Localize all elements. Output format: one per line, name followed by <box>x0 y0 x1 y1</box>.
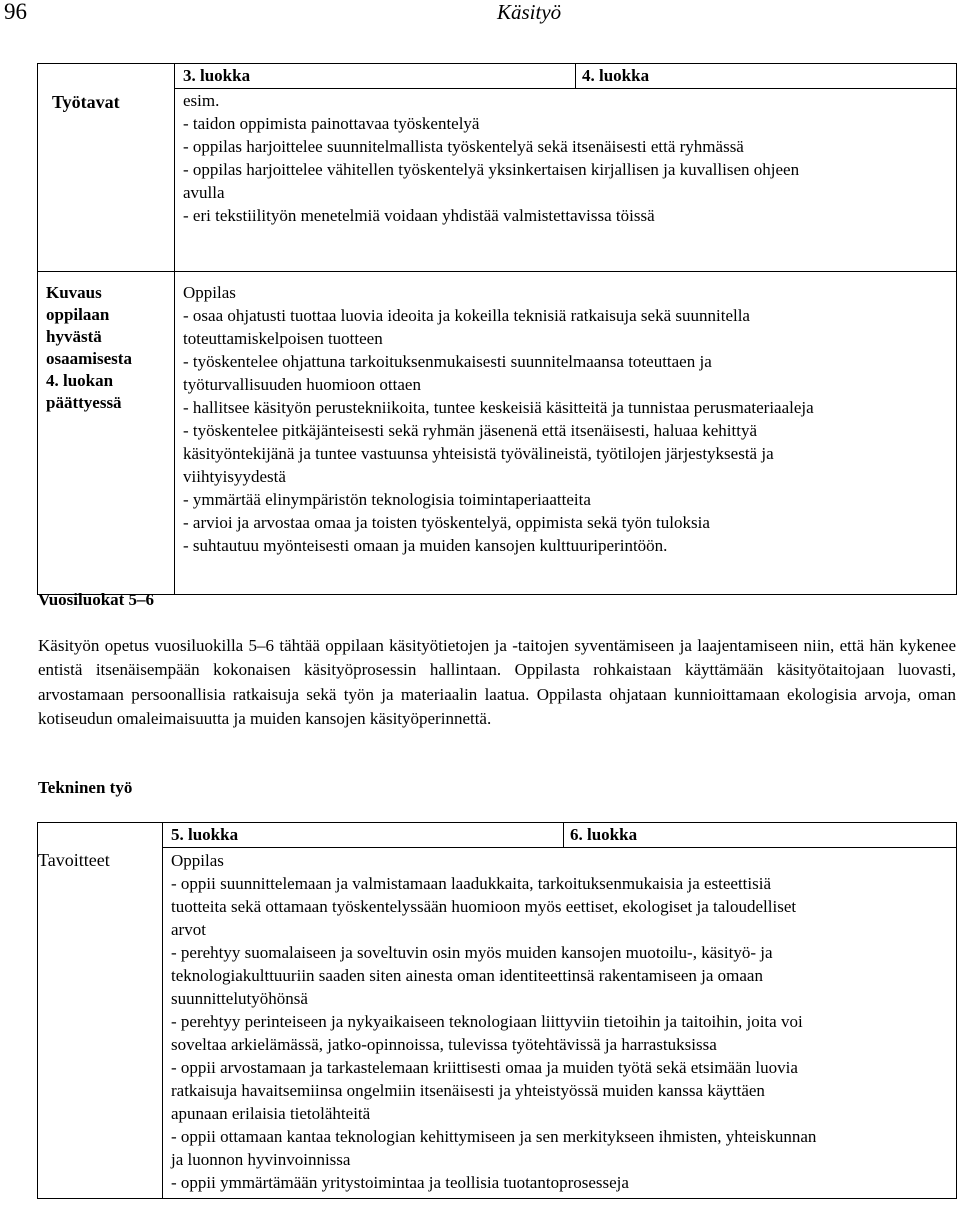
row-label-kuvaus <box>38 272 175 595</box>
grade-5-label: 5. luokka <box>171 823 564 847</box>
text-line: työturvallisuuden huomioon ottaen <box>183 375 421 394</box>
text-line: toteuttamiskelpoisen tuotteen <box>183 329 383 348</box>
row-content-tyotavat <box>175 64 957 272</box>
text-line: - arvioi ja arvostaa omaa ja toisten työskentelyä, oppimista sekä työn tuloksia <box>183 513 710 532</box>
label-line: hyvästä <box>46 327 102 346</box>
section-paragraph-vuosiluokat: Käsityön opetus vuosiluokilla 5–6 tähtää oppilaan käsityötietojen ja -taitojen syventämiseen ja laajentamiseen niin, että hän kykenee entistä itsenäisempään kokonaisen käsityöprosessin hallintaan. Oppilasta rohkaistaan käyttämään käsityötaitojaan luovasti, arvostamaan persoonallisia ratkaisuja sekä työn ja materiaalin laatua. Oppilasta ohjataan kunnioittamaan ekologisia arvoja, oman kotiseudun omaleimaisuutta ja muiden kansojen käsityöperinnettä. <box>38 636 956 729</box>
label-line: oppilaan <box>46 305 110 324</box>
grade-6-label: 6. luokka <box>570 825 638 844</box>
text-line: - oppii suunnittelemaan ja valmistamaan laadukkaita, tarkoituksenmukaisia ja esteettisiä <box>171 874 772 893</box>
grade-header <box>175 64 956 88</box>
text-line: - oppii ottamaan kantaa teknologian kehittymiseen ja sen merkitykseen ihmisten, yhteiskunnan <box>171 1127 817 1146</box>
text-line: - perehtyy perinteiseen ja nykyaikaiseen teknologiaan liittyviin tietoihin ja taitoihin, joita voi <box>171 1012 803 1031</box>
text-line: - perehtyy suomalaiseen ja soveltuvin osin myös muiden kansojen muotoilu-, käsityö- ja <box>171 943 773 962</box>
text-line: ja luonnon hyvinvoinnissa <box>171 1150 351 1169</box>
text-line: esim. <box>183 91 220 110</box>
text-line: viihtyisyydestä <box>183 467 286 486</box>
text-line: soveltaa arkielämässä, jatko-opinnoissa, tulevissa työtehtävissä ja harrastuksissa <box>171 1035 717 1054</box>
grade-3-label: 3. luokka <box>183 64 576 88</box>
text-line: käsityöntekijänä ja tuntee vastuunsa yhteisistä työvälineistä, työtilojen järjestyksestä ja <box>183 444 774 463</box>
text-line: apunaan erilaisia tietolähteitä <box>171 1104 371 1123</box>
running-title: Käsityö <box>497 0 562 24</box>
text-line: Oppilas <box>171 851 224 870</box>
text-line: suunnittelutyöhönsä <box>171 989 308 1008</box>
row-content-tavoitteet <box>163 823 957 1199</box>
label-line: osaamisesta <box>46 349 132 368</box>
text-line: - hallitsee käsityön perustekniikoita, tuntee keskeisiä käsitteitä ja tunnistaa perusmateriaaleja <box>183 398 814 417</box>
text-line: - oppilas harjoittelee vähitellen työskentelyä yksinkertaisen kirjallisen ja kuvallisen ohjeen <box>183 160 800 179</box>
text-line: - oppilas harjoittelee suunnitelmallista työskentelyä sekä itsenäisesti että ryhmässä <box>183 137 744 156</box>
text-line: avulla <box>183 183 225 202</box>
text-line: - oppii ymmärtämään yritystoimintaa ja teollisia tuotantoprosesseja <box>171 1173 629 1192</box>
grade-4-label: 4. luokka <box>582 66 650 85</box>
grade-header <box>163 823 956 847</box>
table-5-6-luokka <box>37 822 957 1199</box>
label-line: päättyessä <box>46 393 122 412</box>
text-line: - osaa ohjatusti tuottaa luovia ideoita ja kokeilla teknisiä ratkaisuja sekä suunnitella <box>183 306 750 325</box>
text-line: - ymmärtää elinympäristön teknologisia toimintaperiaatteita <box>183 490 591 509</box>
text-line: - suhtautuu myönteisesti omaan ja muiden kansojen kulttuuriperintöön. <box>183 536 668 555</box>
label-line: 4. luokan <box>46 371 114 390</box>
label-line: Kuvaus <box>46 283 102 302</box>
text-line: arvot <box>171 920 206 939</box>
text-line: - eri tekstiilityön menetelmiä voidaan yhdistää valmistettavissa töissä <box>183 206 655 225</box>
row-label-tavoitteet <box>38 823 163 1199</box>
text-line: ratkaisuja havaitsemiinsa ongelmiin itsenäisesti ja yhteistyössä muiden kanssa käyttäen <box>171 1081 765 1100</box>
section-heading-tekninen-tyo: Tekninen työ <box>38 778 133 797</box>
row-label-tyotavat: Työtavat <box>38 64 175 272</box>
text-line: Oppilas <box>183 283 236 302</box>
text-line: - työskentelee pitkäjänteisesti sekä ryhmän jäsenenä että itsenäisesti, haluaa kehittyä <box>183 421 758 440</box>
text-line: - työskentelee ohjattuna tarkoituksenmukaisesti suunnitelmaansa toteuttaen ja <box>183 352 712 371</box>
row-content-kuvaus <box>175 272 957 595</box>
text-line: tuotteita sekä ottamaan työskentelyssään huomioon myös eettiset, ekologiset ja taloudelliset <box>171 897 797 916</box>
table-3-4-luokka <box>37 63 957 595</box>
text-line: - taidon oppimista painottavaa työskentelyä <box>183 114 480 133</box>
section-heading-vuosiluokat: Vuosiluokat 5–6 <box>38 590 155 609</box>
label-line: Tavoitteet <box>38 850 110 870</box>
text-line: - oppii arvostamaan ja tarkastelemaan kriittisesti omaa ja muiden työtä sekä etsimään luovia <box>171 1058 798 1077</box>
page-number: 96 <box>4 0 27 24</box>
text-line: teknologiakulttuuriin saaden siten ainesta oman identiteettinsä rakentamiseen ja omaan <box>171 966 763 985</box>
